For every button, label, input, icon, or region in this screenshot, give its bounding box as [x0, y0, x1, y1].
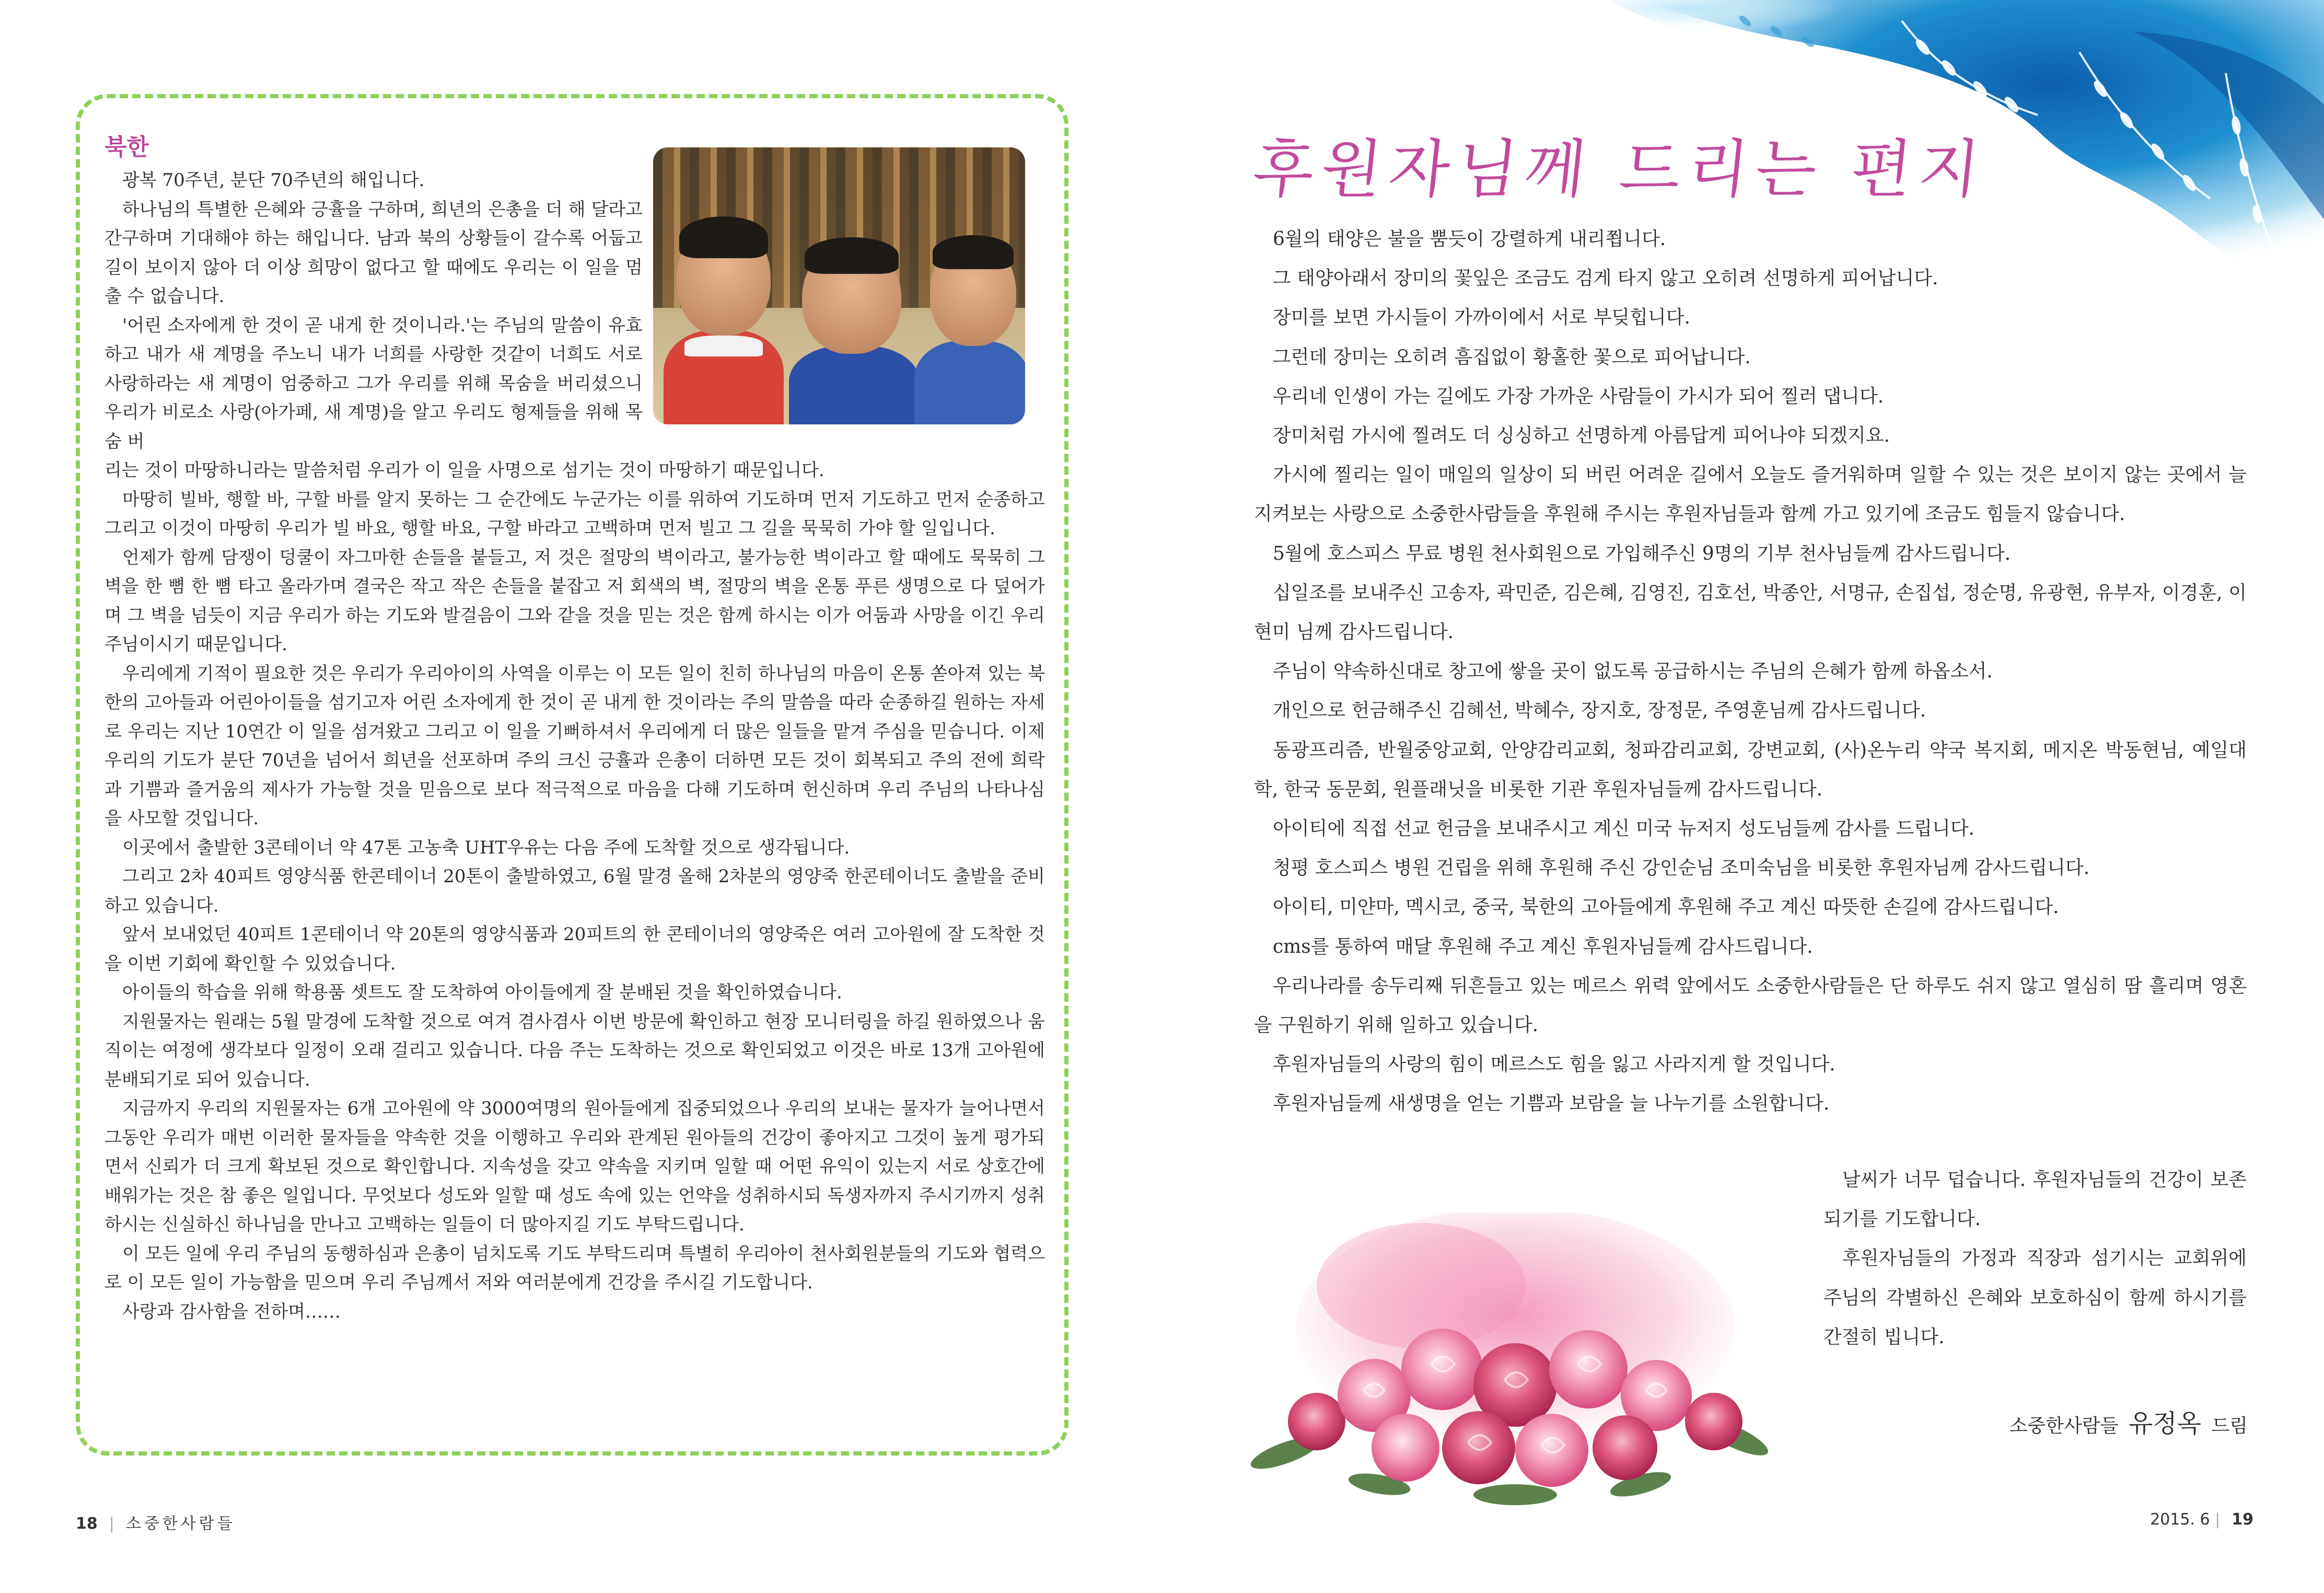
- paragraph: 우리네 인생이 가는 길에도 가장 가까운 사람들이 가시가 되어 찔러 댑니다.: [1273, 385, 1884, 407]
- paragraph: 후원자님들의 사랑의 힘이 메르스도 힘을 잃고 사라지게 할 것입니다.: [1273, 1054, 1835, 1076]
- paragraph: '어린 소자에게 한 것이 곧 내게 한 것이니라.'는 주님의 말씀이 유효하고 내가 새 계명을 주노니 내가 너희를 사랑한 것같이 너희도 서로 사랑하라는 새 계명이 엄중하고 그가 우리를 위해 목숨을 버리셨으니 우리가 비로소 사랑(아가페, 새 계명)을 알고 우리도 형제들을 위해 목숨 버: [104, 315, 643, 452]
- paragraph: 지금까지 우리의 지원물자는 6개 고아원에 약 3000여명의 원아들에게 집중되었으나 우리의 보내는 물자가 늘어나면서 그동안 우리가 매번 이러한 물자들을 약속한 것을 이행하고 우리와 관계된 원아들의 건강이 좋아지고 그것이 높게 평가되면서 신뢰가 더 크게 확보된 것으로 확인합니다. 지속성을 갖고 약속을 지키며 일할 때 어떤 유익이 있는지 서로 상호간에 배워가는 것은 참 좋은 일입니다. 무엇보다 성도와 일할 때 성도 속에 있는 언약을 성취하시되 독생자까지 주시기까지 성취하시는 신실하신 하나님을 만나고 고백하는 일들이 더 많아지길 기도 부탁드립니다.: [104, 1098, 1045, 1235]
- paragraph: 우리에게 기적이 필요한 것은 우리가 우리아이의 사역을 이루는 이 모든 일이 친히 하나님의 마음이 온통 쏟아져 있는 북한의 고아들과 어린아이들을 섬기고자 어린 소자에게 한 것이 곧 내게 한 것이라는 주의 말씀을 따라 순종하길 원하는 자세로 우리는 지난 10연간 이 일을 섬겨왔고 그리고 이 일을 기뻐하셔서 우리에게 더 많은 일들을 맡겨 주심을 믿습니다. 이제 우리의 기도가 분단 70년을 넘어서 희년을 선포하며 주의 크신 긍휼과 은총이 더하면 모든 것이 회복되고 주의 전에 희락과 기쁨과 즐거움의 제사가 가능할 것을 믿음으로 보다 적극적으로 마음을 다해 기도하며 헌신하며 우리 주님의 나타나심을 사모할 것입니다.: [104, 663, 1045, 829]
- paragraph: 개인으로 헌금해주신 김혜선, 박혜수, 장지호, 장정문, 주영훈님께 감사드립니다.: [1273, 700, 1926, 722]
- letter-body: [1254, 220, 2247, 1124]
- signature-suffix: 드림: [2211, 1415, 2248, 1437]
- page-number: 19: [2232, 1510, 2253, 1529]
- paragraph: 동광프리즘, 반월중앙교회, 안양감리교회, 청파감리교회, 강변교회, (사)온누리 약국 복지회, 메지온 박동현님, 예일대학, 한국 동문회, 원플래닛을 비롯한 기관 후원자님들께 감사드립니다.: [1254, 739, 2247, 800]
- paragraph: 주님이 약속하신대로 창고에 쌓을 곳이 없도록 공급하시는 주님의 은혜가 함께 하옵소서.: [1273, 661, 1993, 683]
- letter-closing: [1823, 1160, 2247, 1357]
- paragraph: 광복 70주년, 분단 70주년의 해입니다.: [122, 170, 425, 191]
- left-page-footer: 18 | 소중한사람들: [76, 1515, 236, 1533]
- paragraph: 그런데 장미는 오히려 흠집없이 황홀한 꽃으로 피어납니다.: [1273, 346, 1751, 368]
- paragraph: 그리고 2차 40피트 영양식품 한콘테이너 20톤이 출발하였고, 6월 말경 올해 2차분의 영양죽 한콘테이너도 출발을 준비하고 있습니다.: [104, 866, 1045, 916]
- rose-bouquet-illustration: [1223, 1213, 1797, 1516]
- letter-title: 후원자님께 드리는 편지: [1249, 133, 1991, 206]
- signature-name: 유정옥: [2128, 1409, 2201, 1438]
- paragraph: 날씨가 너무 덥습니다. 후원자님들의 건강이 보존되기를 기도합니다.: [1823, 1169, 2247, 1230]
- right-page-footer: 2015. 6 | 19: [2150, 1510, 2253, 1529]
- paragraph: 장미처럼 가시에 찔려도 더 싱싱하고 선명하게 아름답게 피어나야 되겠지요.: [1273, 425, 1890, 447]
- left-article-body: [104, 166, 1045, 1326]
- paragraph: 마땅히 빌바, 행할 바, 구할 바를 알지 못하는 그 순간에도 누군가는 이를 위하여 기도하며 먼저 기도하고 먼저 순종하고 그리고 이것이 마땅히 우리가 빌 바요, 행할 바요, 구할 바라고 고백하며 먼저 빌고 그 길을 묵묵히 가야 할 일입니다.: [104, 489, 1045, 539]
- paragraph: 5월에 호스피스 무료 병원 천사회원으로 가입해주신 9명의 기부 천사님들께 감사드립니다.: [1273, 542, 2011, 564]
- paragraph: 아이티, 미얀마, 멕시코, 중국, 북한의 고아들에게 후원해 주고 계신 따뜻한 손길에 감사드립니다.: [1273, 896, 2059, 918]
- paragraph: 언제가 함께 담쟁이 덩쿨이 자그마한 손들을 붙들고, 저 것은 절망의 벽이라고, 불가능한 벽이라고 할 때에도 묵묵히 그 벽을 한 뼘 한 뼘 타고 올라가며 결국은 작고 작은 손들을 붙잡고 저 회색의 벽, 절망의 벽을 온통 푸른 생명으로 다 덮어가며 그 벽을 넘듯이 지금 우리가 하는 기도와 발걸음이 그와 같을 것을 믿는 것은 함께 하시는 이가 어둠과 사망을 이긴 우리 주님이시기 때문입니다.: [104, 547, 1045, 655]
- issue-date: 2015. 6: [2150, 1510, 2210, 1529]
- paragraph: 그 태양아래서 장미의 꽃잎은 조금도 검게 타지 않고 오히려 선명하게 피어납니다.: [1273, 268, 1938, 290]
- paragraph: 앞서 보내었던 40피트 1콘테이너 약 20톤의 영양식품과 20피트의 한 콘테이너의 영양죽은 여러 고아원에 잘 도착한 것을 이번 기회에 확인할 수 있었습니다.: [104, 924, 1045, 974]
- paragraph: 리는 것이 마땅하니라는 말씀처럼 우리가 이 일을 사명으로 섬기는 것이 마땅하기 때문입니다.: [104, 460, 824, 481]
- paragraph: 십일조를 보내주신 고송자, 곽민준, 김은혜, 김영진, 김호선, 박종안, 서명규, 손집섭, 정순명, 유광현, 유부자, 이경훈, 이현미 님께 감사드립니다.: [1254, 582, 2247, 643]
- paragraph: 아이티에 직접 선교 헌금을 보내주시고 계신 미국 뉴저지 성도님들께 감사를 드립니다.: [1273, 818, 1975, 840]
- page-number: 18: [76, 1515, 98, 1533]
- paragraph: 가시에 찔리는 일이 매일의 일상이 되 버린 어려운 길에서 오늘도 즐거워하며 일할 수 있는 것은 보이지 않는 곳에서 늘 지켜보는 사랑으로 소중한사람들을 후원해 주시는 후원자님들과 함께 가고 있기에 조금도 힘들지 않습니다.: [1254, 464, 2247, 525]
- paragraph: cms를 통하여 매달 후원해 주고 계신 후원자님들께 감사드립니다.: [1273, 936, 1813, 957]
- paragraph: 장미를 보면 가시들이 가까이에서 서로 부딪힙니다.: [1273, 307, 1690, 329]
- paragraph: 하나님의 특별한 은혜와 긍휼을 구하며, 희년의 은총을 더 해 달라고 간구하며 기대해야 하는 해입니다. 남과 북의 상황들이 갈수록 어둡고 길이 보이지 않아 더 이상 희망이 없다고 할 때에도 우리는 이 일을 멈출 수 없습니다.: [104, 199, 643, 307]
- paragraph: 지원물자는 원래는 5월 말경에 도착할 것으로 여겨 겸사겸사 이번 방문에 확인하고 현장 모니터링을 하길 원하였으나 움직이는 여정에 생각보다 일정이 오래 걸리고 있습니다. 다음 주는 도착하는 것으로 확인되었고 이것은 바로 13개 고아원에 분배되기로 되어 있습니다.: [104, 1011, 1045, 1090]
- paragraph: 우리나라를 송두리째 뒤흔들고 있는 메르스 위력 앞에서도 소중한사람들은 단 하루도 쉬지 않고 열심히 땀 흘리며 영혼을 구원하기 위해 일하고 있습니다.: [1254, 975, 2247, 1036]
- section-title: 북한: [104, 134, 149, 160]
- paragraph: 이곳에서 출발한 3콘테이너 약 47톤 고농축 UHT우유는 다음 주에 도착할 것으로 생각됩니다.: [122, 837, 850, 858]
- paragraph: 이 모든 일에 우리 주님의 동행하심과 은총이 넘치도록 기도 부탁드리며 특별히 우리아이 천사회원분들의 기도와 협력으로 이 모든 일이 가능함을 믿으며 우리 주님께서 저와 여러분에게 건강을 주시길 기도합니다.: [104, 1243, 1045, 1293]
- letter-signature: [2009, 1403, 2248, 1439]
- paragraph: 청평 호스피스 병원 건립을 위해 후원해 주신 강인순님 조미숙님을 비롯한 후원자님께 감사드립니다.: [1273, 857, 2090, 879]
- paragraph: 사랑과 감사함을 전하며……: [122, 1301, 341, 1322]
- paragraph: 후원자님들께 새생명을 얻는 기쁨과 보람을 늘 나누기를 소원합니다.: [1273, 1093, 1830, 1115]
- signature-org: 소중한사람들: [2009, 1415, 2119, 1437]
- paragraph: 아이들의 학습을 위해 학용품 셋트도 잘 도착하여 아이들에게 잘 분배된 것을 확인하였습니다.: [122, 982, 842, 1003]
- paragraph: 6월의 태양은 불을 뿜듯이 강렬하게 내리쬡니다.: [1273, 228, 1666, 250]
- paragraph: 후원자님들의 가정과 직장과 섬기시는 교회위에 주님의 각별하신 은혜와 보호하심이 함께 하시기를 간절히 빕니다.: [1823, 1248, 2247, 1348]
- publication-name: 소중한사람들: [125, 1515, 236, 1533]
